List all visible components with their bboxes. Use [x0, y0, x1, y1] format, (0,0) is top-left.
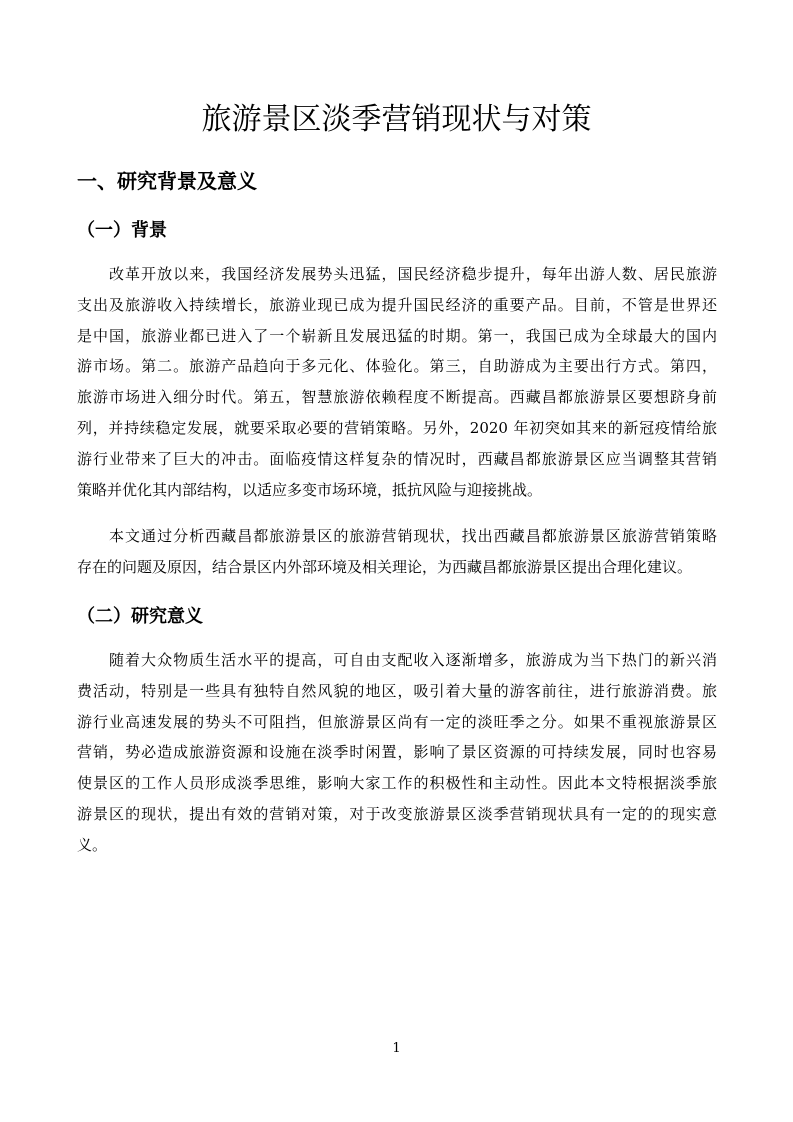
section-heading-research-background: 一、研究背景及意义	[77, 169, 257, 193]
text-line: 列，并持续稳定发展，就要采取必要的营销策略。另外，2020 年初突如其来的新冠疫情给旅	[77, 418, 717, 437]
subsection-heading-background: （一）背景	[77, 220, 167, 241]
text-line: 费活动，特别是一些具有独特自然风貌的地区，吸引着大量的游客前往，进行旅游消费。旅	[77, 681, 717, 700]
text-line: 随着大众物质生活水平的提高，可自由支配收入逐渐增多，旅游成为当下热门的新兴消	[109, 651, 717, 669]
text-line: 是中国，旅游业都已进入了一个崭新且发展迅猛的时期。第一，我国已成为全球最大的国内	[77, 326, 717, 345]
text-line: 营销，势必造成旅游资源和设施在淡季时闲置，影响了景区资源的可持续发展，同时也容易	[77, 743, 717, 762]
text-line: 存在的问题及原因，结合景区内外部环境及相关理论，为西藏昌都旅游景区提出合理化建议。	[77, 557, 693, 576]
text-line: 改革开放以来，我国经济发展势头迅猛，国民经济稳步提升，每年出游人数、居民旅游	[109, 265, 717, 283]
text-line: 策略并优化其内部结构，以适应多变市场环境，抵抗风险与迎接挑战。	[77, 480, 543, 499]
paragraph-background-2	[77, 521, 717, 583]
text-line: 旅游市场进入细分时代。第五，智慧旅游依赖程度不断提高。西藏昌都旅游景区要想跻身前	[77, 388, 717, 407]
paragraph-significance	[77, 645, 717, 861]
text-line: 支出及旅游收入持续增长，旅游业现已成为提升国民经济的重要产品。目前，不管是世界还	[77, 295, 717, 314]
text-line: 游景区的现状，提出有效的营销对策，对于改变旅游景区淡季营销现状具有一定的的现实意	[77, 804, 717, 823]
text-line: 义。	[77, 835, 108, 854]
subsection-heading-research-significance: （二）研究意义	[77, 606, 203, 627]
text-line: 游行业带来了巨大的冲击。面临疫情这样复杂的情况时，西藏昌都旅游景区应当调整其营销	[77, 449, 717, 468]
text-line: 游行业高速发展的势头不可阻挡，但旅游景区尚有一定的淡旺季之分。如果不重视旅游景区	[77, 712, 717, 731]
page-number: 1	[392, 1041, 401, 1056]
document-title: 旅游景区淡季营销现状与对策	[201, 102, 592, 137]
text-line: 使景区的工作人员形成淡季思维，影响大家工作的积极性和主动性。因此本文特根据淡季旅	[77, 774, 717, 793]
paragraph-background-1	[77, 259, 717, 505]
text-line: 游市场。第二。旅游产品趋向于多元化、体验化。第三，自助游成为主要出行方式。第四，	[77, 357, 717, 376]
text-line: 本文通过分析西藏昌都旅游景区的旅游营销现状，找出西藏昌都旅游景区旅游营销策略	[109, 527, 717, 545]
